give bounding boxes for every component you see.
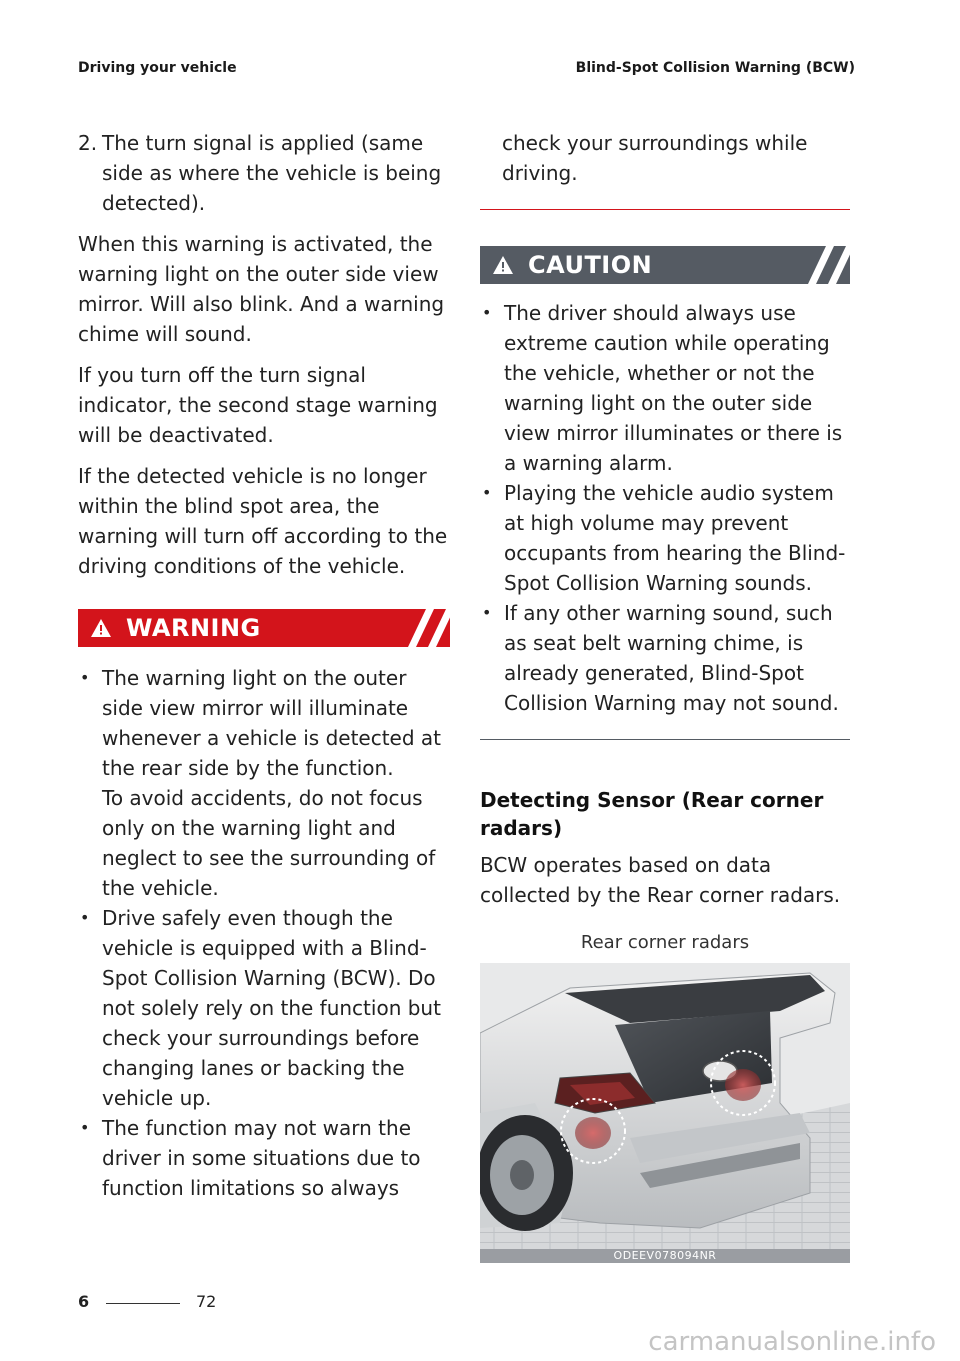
list-item: • Playing the vehicle audio system at high volume may prevent occupants from hearing the Blind-Spot Collision Warning sounds. [482, 481, 846, 595]
list-item: • Drive safely even though the vehicle is equipped with a Blind-Spot Collision Warning (BCW). Do not solely rely on the function but check your surroundings before changing lanes or backing the vehicle up. [80, 906, 441, 1110]
header-section-title: Driving your vehicle [78, 60, 237, 76]
footer-divider [106, 1303, 180, 1304]
caution-end-rule [480, 739, 850, 740]
warning-triangle-icon [90, 618, 112, 638]
list-item: • The function may not warn the driver in some situations due to function limitations so always [80, 1116, 421, 1200]
list-item: • The driver should always use extreme caution while operating the vehicle, whether or not the warning light on the outer side view mirror illuminates or there is a warning alarm. [482, 301, 843, 475]
header-topic-title: Blind-Spot Collision Warning (BCW) [575, 60, 855, 76]
warning-continued-text: check your surroundings while driving. [502, 131, 808, 185]
page-number: 72 [196, 1292, 217, 1311]
warning-end-rule [480, 209, 850, 210]
caution-banner [480, 246, 850, 284]
section-text: BCW operates based on data collected by the Rear corner radars. [480, 853, 841, 907]
chapter-number: 6 [78, 1292, 90, 1311]
slash-decoration-icon [394, 609, 450, 647]
paragraph: When this warning is activated, the warning light on the outer side view mirror. Will also blink. And a warning chime will sound. [78, 232, 445, 346]
list-item: • If any other warning sound, such as seat belt warning chime, is already generated, Blind-Spot Collision Warning may not sound. [482, 601, 839, 715]
left-column [78, 128, 450, 1203]
warning-list [78, 663, 450, 1203]
rear-corner-radars-illustration [480, 963, 850, 1263]
numbered-item [78, 128, 450, 218]
item-number: 2. [78, 131, 98, 155]
caution-triangle-icon [492, 255, 514, 275]
paragraph: If you turn off the turn signal indicator, the second stage warning will be deactivated. [78, 363, 438, 447]
section-title: Detecting Sensor (Rear corner radars) [480, 788, 824, 840]
paragraph: If the detected vehicle is no longer within the blind spot area, the warning will turn off according to the driving conditions of the vehicle. [78, 464, 448, 578]
car-rear-illustration [480, 963, 850, 1263]
item-text: The turn signal is applied (same side as where the vehicle is being detected). [102, 131, 442, 215]
figure-caption: Rear corner radars [580, 932, 750, 953]
warning-banner [78, 609, 450, 647]
figure-code: ODEEV078094NR [480, 1249, 850, 1263]
slash-decoration-icon [794, 246, 850, 284]
watermark: carmanualsonline.info [648, 1327, 936, 1357]
warning-label: WARNING [126, 614, 261, 642]
caution-label: CAUTION [528, 251, 653, 279]
list-item: • The warning light on the outer side view mirror will illuminate whenever a vehicle is detected at the rear side by the function. To avoid accidents, do not focus only on the warning light and neglect to see the surrounding of the vehicle. [80, 666, 442, 900]
caution-list [480, 298, 850, 718]
right-column [480, 128, 850, 1263]
